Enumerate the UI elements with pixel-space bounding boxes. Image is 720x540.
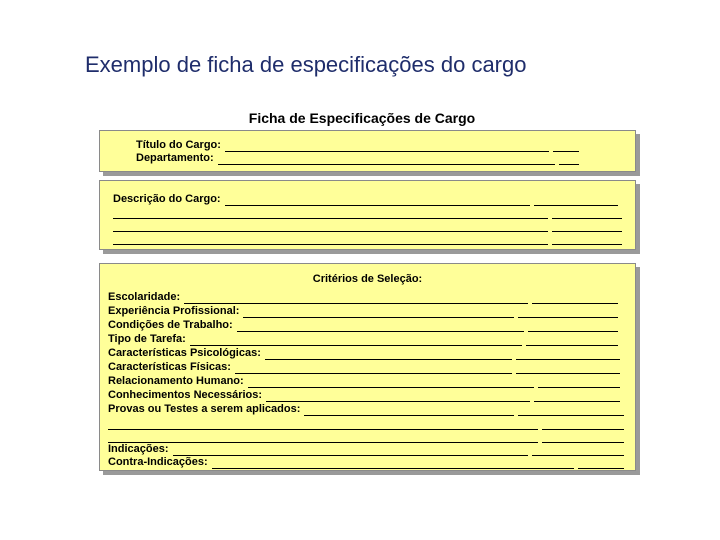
- fill-line: [534, 195, 618, 206]
- fill-line: [235, 363, 512, 374]
- fill-line: [113, 234, 548, 245]
- field-label: Características Psicológicas:: [108, 347, 261, 359]
- fill-line: [304, 405, 514, 416]
- criteria-field: [108, 319, 618, 332]
- fill-line: [108, 419, 538, 430]
- field-label: Relacionamento Humano:: [108, 375, 244, 387]
- description-box: [99, 180, 636, 250]
- fill-line: [538, 377, 620, 388]
- fill-line: [173, 445, 528, 456]
- field-label: Condições de Trabalho:: [108, 319, 233, 331]
- criteria-field: [108, 443, 624, 456]
- field-label: Contra-Indicações:: [108, 456, 208, 468]
- field-label: Experiência Profissional:: [108, 305, 240, 317]
- fill-line: [518, 405, 624, 416]
- fill-line: [108, 432, 538, 443]
- fill-line: [212, 458, 574, 469]
- field-label: Conhecimentos Necessários:: [108, 389, 263, 401]
- fill-line: [578, 458, 624, 469]
- field-label: Provas ou Testes a serem aplicados:: [108, 403, 301, 415]
- fill-line: [225, 195, 530, 206]
- form-title-text: Ficha de Especificações de Cargo: [248, 110, 476, 126]
- fill-line: [532, 445, 624, 456]
- slide-title: Exemplo de ficha de especificações do cargo: [85, 52, 527, 77]
- fill-line: [237, 321, 524, 332]
- field-job-title: [136, 139, 579, 152]
- field-label: Escolaridade:: [108, 291, 181, 303]
- field-label: Características Físicas:: [108, 361, 231, 373]
- criteria-box: [99, 263, 636, 471]
- field-label: Tipo de Tarefa:: [108, 333, 186, 345]
- criteria-field: [108, 291, 618, 304]
- fill-line: [243, 307, 514, 318]
- fill-line: [552, 221, 622, 232]
- fill-line: [218, 154, 555, 165]
- fill-line: [113, 208, 548, 219]
- fill-line: [516, 349, 620, 360]
- fill-line: [552, 208, 622, 219]
- field-label: Departamento:: [136, 152, 214, 164]
- fill-line: [542, 432, 624, 443]
- fill-line: [184, 293, 528, 304]
- criteria-field: [108, 347, 620, 360]
- field-description: [113, 193, 618, 206]
- criteria-field: [108, 389, 620, 402]
- criteria-field: [108, 403, 624, 416]
- fill-line: [113, 221, 548, 232]
- form-title: [0, 110, 720, 126]
- criteria-field: [108, 361, 620, 374]
- fill-line: [532, 293, 618, 304]
- field-department: [136, 152, 579, 165]
- fill-line: [190, 335, 522, 346]
- criteria-title: Critérios de Seleção:: [312, 273, 423, 285]
- criteria-field: [108, 333, 618, 346]
- description-line: [113, 206, 622, 219]
- fill-line: [266, 391, 530, 402]
- field-label: Indicações:: [108, 443, 169, 455]
- fill-line: [516, 363, 620, 374]
- fill-line: [559, 154, 579, 165]
- fill-line: [248, 377, 534, 388]
- criteria-field: [108, 305, 618, 318]
- fill-line: [518, 307, 618, 318]
- fill-line: [552, 234, 622, 245]
- criteria-field: [108, 375, 620, 388]
- description-line: [113, 219, 622, 232]
- fill-line: [265, 349, 512, 360]
- fill-line: [553, 141, 579, 152]
- field-label: Título do Cargo:: [136, 139, 221, 151]
- fill-line: [534, 391, 620, 402]
- fill-line: [528, 321, 618, 332]
- criteria-blank-line: [108, 430, 624, 443]
- criteria-blank-line: [108, 417, 624, 430]
- criteria-field: [108, 456, 624, 469]
- field-label: Descrição do Cargo:: [113, 193, 221, 205]
- fill-line: [542, 419, 624, 430]
- fill-line: [225, 141, 549, 152]
- description-line: [113, 232, 622, 245]
- header-fields-box: [99, 130, 636, 172]
- fill-line: [526, 335, 618, 346]
